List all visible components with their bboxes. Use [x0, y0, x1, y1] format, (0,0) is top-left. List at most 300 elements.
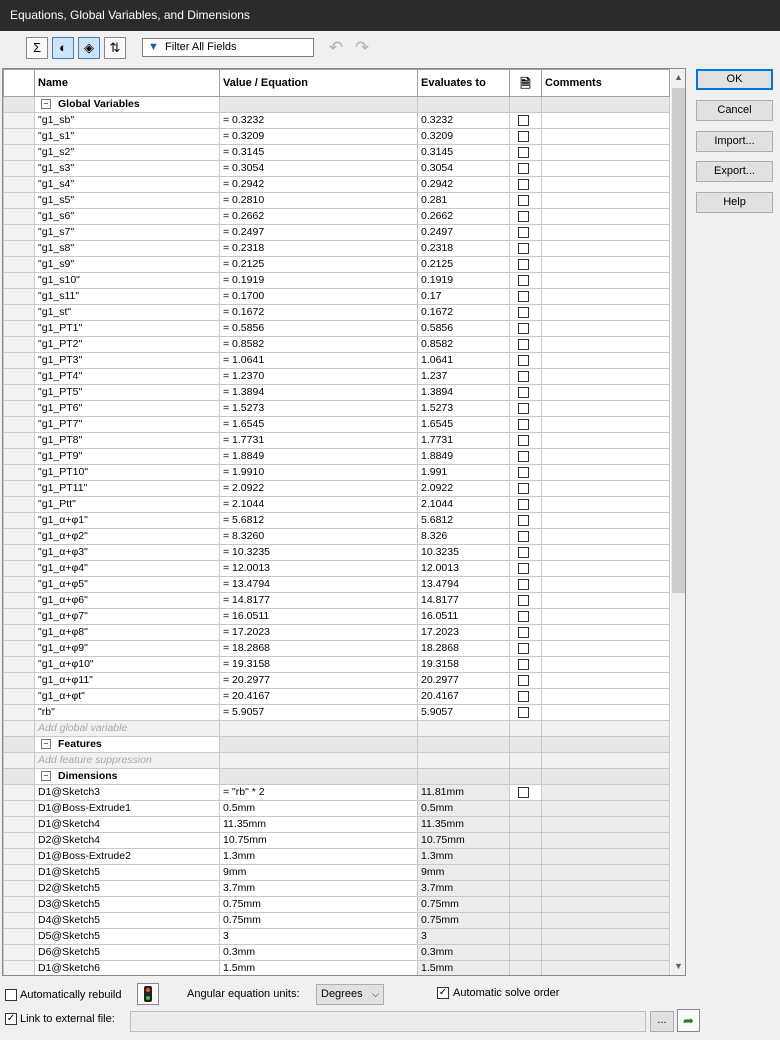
col-header-evaluates[interactable]: Evaluates to	[418, 70, 510, 97]
value-cell[interactable]: = 14.8177	[220, 593, 418, 609]
evaluates-cell: 0.2942	[418, 177, 510, 193]
name-cell[interactable]: D2@Sketch4	[35, 833, 220, 849]
comments-cell[interactable]	[542, 433, 670, 449]
comments-cell[interactable]	[542, 145, 670, 161]
comments-cell[interactable]	[542, 785, 670, 801]
comment-checkbox[interactable]	[518, 499, 529, 510]
table-row[interactable]	[4, 225, 670, 241]
row-gutter	[4, 801, 35, 817]
undo-icon[interactable]: ↶	[328, 38, 344, 57]
section-row	[4, 97, 670, 113]
value-cell[interactable]: = 1.0641	[220, 353, 418, 369]
name-cell[interactable]: "g1_PT1"	[35, 321, 220, 337]
comment-checkbox[interactable]	[518, 323, 529, 334]
comments-cell[interactable]	[542, 641, 670, 657]
comments-cell[interactable]	[542, 945, 670, 961]
value-cell[interactable]: = 1.7731	[220, 433, 418, 449]
add-features-input[interactable]: Add feature suppression	[35, 753, 220, 769]
auto-rebuild-checkbox[interactable]	[5, 989, 17, 1001]
name-cell[interactable]: "g1_α+φ6"	[35, 593, 220, 609]
table-row[interactable]	[4, 513, 670, 529]
table-row[interactable]	[4, 657, 670, 673]
value-cell[interactable]: = 1.8849	[220, 449, 418, 465]
comments-cell[interactable]	[542, 609, 670, 625]
value-cell[interactable]: = 0.1700	[220, 289, 418, 305]
table-row[interactable]	[4, 465, 670, 481]
comments-cell[interactable]	[542, 657, 670, 673]
comments-cell[interactable]	[542, 561, 670, 577]
row-gutter	[4, 721, 35, 737]
table-row[interactable]	[4, 385, 670, 401]
comments-cell[interactable]	[542, 241, 670, 257]
value-cell[interactable]: = 0.2318	[220, 241, 418, 257]
comment-checkbox[interactable]	[518, 211, 529, 222]
add-row[interactable]	[4, 721, 670, 737]
comment-checkbox[interactable]	[518, 563, 529, 574]
export-button[interactable]: Export...	[696, 161, 773, 182]
value-cell[interactable]: = 13.4794	[220, 577, 418, 593]
value-cell[interactable]: 10.75mm	[220, 833, 418, 849]
name-cell[interactable]: "g1_s10"	[35, 273, 220, 289]
row-gutter	[4, 609, 35, 625]
comment-checkbox[interactable]	[518, 291, 529, 302]
comment-toggle-cell	[510, 577, 542, 593]
comment-checkbox[interactable]	[518, 355, 529, 366]
name-cell[interactable]: "g1_Ptt"	[35, 497, 220, 513]
name-cell[interactable]: "g1_α+φ11"	[35, 673, 220, 689]
comment-checkbox[interactable]	[518, 483, 529, 494]
comment-checkbox[interactable]	[518, 339, 529, 350]
scroll-down-icon[interactable]: ▼	[674, 961, 683, 971]
value-cell[interactable]: = 10.3235	[220, 545, 418, 561]
table-row[interactable]	[4, 497, 670, 513]
table-row[interactable]	[4, 529, 670, 545]
value-cell[interactable]: = 16.0511	[220, 609, 418, 625]
help-button[interactable]: Help	[696, 192, 773, 213]
add-row[interactable]	[4, 753, 670, 769]
sketch-equation-view-button[interactable]	[52, 37, 74, 59]
table-row[interactable]	[4, 625, 670, 641]
value-cell[interactable]: = 0.3209	[220, 129, 418, 145]
table-row[interactable]	[4, 641, 670, 657]
name-cell[interactable]: "g1_α+φ2"	[35, 529, 220, 545]
comments-cell[interactable]	[542, 673, 670, 689]
traffic-light-icon[interactable]	[137, 983, 159, 1005]
name-cell[interactable]: "g1_α+φ4"	[35, 561, 220, 577]
row-gutter	[4, 753, 35, 769]
value-cell[interactable]: = 12.0013	[220, 561, 418, 577]
auto-solve-checkbox[interactable]: ✓	[438, 987, 448, 998]
section-cell	[220, 737, 418, 753]
comments-cell[interactable]	[542, 625, 670, 641]
comment-icon[interactable]: 🗎	[510, 70, 542, 97]
comments-cell[interactable]	[542, 289, 670, 305]
value-cell[interactable]: = 18.2868	[220, 641, 418, 657]
comment-checkbox[interactable]	[518, 163, 529, 174]
table-row[interactable]	[4, 145, 670, 161]
cancel-button[interactable]: Cancel	[696, 100, 773, 121]
value-cell[interactable]: 3	[220, 929, 418, 945]
name-cell[interactable]: "g1_α+φ10"	[35, 657, 220, 673]
dimension-view-button[interactable]	[78, 37, 100, 59]
table-row[interactable]	[4, 337, 670, 353]
table-row[interactable]	[4, 449, 670, 465]
toolbar	[0, 31, 780, 67]
table-row[interactable]	[4, 673, 670, 689]
comments-cell[interactable]	[542, 801, 670, 817]
table-row[interactable]	[4, 241, 670, 257]
table-row[interactable]	[4, 193, 670, 209]
value-cell[interactable]: = 0.2810	[220, 193, 418, 209]
comments-cell[interactable]	[542, 513, 670, 529]
table-row[interactable]	[4, 785, 670, 801]
comment-checkbox[interactable]	[518, 675, 529, 686]
table-row[interactable]	[4, 945, 670, 961]
comment-checkbox[interactable]	[518, 627, 529, 638]
table-row[interactable]	[4, 929, 670, 945]
comments-cell[interactable]	[542, 369, 670, 385]
value-cell[interactable]: = 0.8582	[220, 337, 418, 353]
name-cell[interactable]: D2@Sketch5	[35, 881, 220, 897]
comments-cell[interactable]	[542, 865, 670, 881]
name-cell[interactable]: "g1_s1"	[35, 129, 220, 145]
table-row[interactable]	[4, 481, 670, 497]
name-cell[interactable]: "g1_PT4"	[35, 369, 220, 385]
value-cell[interactable]: = 0.2125	[220, 257, 418, 273]
table-row[interactable]	[4, 577, 670, 593]
name-cell[interactable]: D5@Sketch5	[35, 929, 220, 945]
name-cell[interactable]: "g1_α+φ8"	[35, 625, 220, 641]
comments-cell[interactable]	[542, 961, 670, 977]
comments-cell[interactable]	[542, 321, 670, 337]
comments-cell[interactable]	[542, 881, 670, 897]
angular-units-select[interactable]	[316, 984, 384, 1005]
value-cell[interactable]: = 20.2977	[220, 673, 418, 689]
value-cell[interactable]: = "rb" * 2	[220, 785, 418, 801]
table-row[interactable]	[4, 305, 670, 321]
table-row[interactable]	[4, 913, 670, 929]
name-cell[interactable]: D1@Boss-Extrude2	[35, 849, 220, 865]
name-cell[interactable]: "g1_PT11"	[35, 481, 220, 497]
name-cell[interactable]: D3@Sketch5	[35, 897, 220, 913]
comment-checkbox[interactable]	[518, 419, 529, 430]
section-header-global[interactable]	[35, 97, 220, 113]
value-cell[interactable]: = 1.9910	[220, 465, 418, 481]
name-cell[interactable]: D1@Boss-Extrude1	[35, 801, 220, 817]
name-cell[interactable]: "g1_α+φ7"	[35, 609, 220, 625]
name-cell[interactable]: "g1_PT3"	[35, 353, 220, 369]
comments-cell[interactable]	[542, 401, 670, 417]
value-cell[interactable]: = 19.3158	[220, 657, 418, 673]
comments-cell[interactable]	[542, 577, 670, 593]
table-row[interactable]	[4, 593, 670, 609]
comments-cell[interactable]	[542, 161, 670, 177]
comment-checkbox[interactable]	[518, 371, 529, 382]
name-cell[interactable]: D1@Sketch3	[35, 785, 220, 801]
table-row[interactable]	[4, 401, 670, 417]
comment-checkbox[interactable]	[518, 179, 529, 190]
comments-cell[interactable]	[542, 929, 670, 945]
name-cell[interactable]: "rb"	[35, 705, 220, 721]
ok-button[interactable]: OK	[696, 69, 773, 90]
name-cell[interactable]: D4@Sketch5	[35, 913, 220, 929]
section-cell	[220, 97, 418, 113]
value-cell[interactable]: = 0.3232	[220, 113, 418, 129]
open-file-icon[interactable]: ➦	[677, 1009, 700, 1032]
value-cell[interactable]: = 0.2497	[220, 225, 418, 241]
value-cell[interactable]: = 0.2942	[220, 177, 418, 193]
comment-checkbox[interactable]	[518, 259, 529, 270]
comment-checkbox[interactable]	[518, 307, 529, 318]
name-cell[interactable]: "g1_sb"	[35, 113, 220, 129]
name-cell[interactable]: "g1_st"	[35, 305, 220, 321]
row-gutter	[4, 769, 35, 785]
filter-field[interactable]	[142, 38, 314, 57]
comments-cell[interactable]	[542, 497, 670, 513]
scroll-thumb[interactable]	[672, 88, 685, 593]
comments-cell[interactable]	[542, 465, 670, 481]
comment-checkbox[interactable]	[518, 531, 529, 542]
table-row[interactable]	[4, 113, 670, 129]
table-row[interactable]	[4, 353, 670, 369]
name-cell[interactable]: D1@Sketch4	[35, 817, 220, 833]
value-cell[interactable]: = 5.9057	[220, 705, 418, 721]
value-cell[interactable]: = 1.2370	[220, 369, 418, 385]
comment-checkbox[interactable]	[518, 147, 529, 158]
comments-cell[interactable]	[542, 273, 670, 289]
name-cell[interactable]: "g1_α+φ9"	[35, 641, 220, 657]
name-cell[interactable]: "g1_α+φt"	[35, 689, 220, 705]
comments-cell[interactable]	[542, 897, 670, 913]
value-cell[interactable]: 1.5mm	[220, 961, 418, 977]
name-cell[interactable]: "g1_PT2"	[35, 337, 220, 353]
table-row[interactable]	[4, 545, 670, 561]
evaluates-cell: 1.3894	[418, 385, 510, 401]
value-cell[interactable]: = 1.3894	[220, 385, 418, 401]
collapse-icon[interactable]: −	[41, 771, 51, 781]
table-row[interactable]	[4, 289, 670, 305]
value-cell[interactable]: 0.75mm	[220, 913, 418, 929]
comment-checkbox[interactable]	[518, 515, 529, 526]
table-row[interactable]	[4, 881, 670, 897]
comments-cell[interactable]	[542, 481, 670, 497]
value-cell[interactable]: = 1.6545	[220, 417, 418, 433]
value-cell[interactable]: 1.3mm	[220, 849, 418, 865]
scroll-up-icon[interactable]: ▲	[674, 72, 683, 82]
import-button[interactable]: Import...	[696, 131, 773, 152]
col-header-value[interactable]: Value / Equation	[220, 70, 418, 97]
name-cell[interactable]: D1@Sketch5	[35, 865, 220, 881]
comments-cell[interactable]	[542, 817, 670, 833]
add-global-input[interactable]: Add global variable	[35, 721, 220, 737]
comment-checkbox[interactable]	[518, 275, 529, 286]
value-cell[interactable]: = 0.3145	[220, 145, 418, 161]
comments-cell[interactable]	[542, 689, 670, 705]
value-cell[interactable]: 0.3mm	[220, 945, 418, 961]
value-cell[interactable]: = 0.3054	[220, 161, 418, 177]
value-cell[interactable]: = 5.6812	[220, 513, 418, 529]
comment-checkbox[interactable]	[518, 195, 529, 206]
table-row[interactable]	[4, 417, 670, 433]
name-cell[interactable]: "g1_s6"	[35, 209, 220, 225]
table-row[interactable]	[4, 865, 670, 881]
table-row[interactable]	[4, 961, 670, 977]
comment-checkbox[interactable]	[518, 435, 529, 446]
comments-cell[interactable]	[542, 545, 670, 561]
section-header-dimensions[interactable]	[35, 769, 220, 785]
comments-cell[interactable]	[542, 849, 670, 865]
value-cell[interactable]: = 0.1919	[220, 273, 418, 289]
value-cell[interactable]: = 8.3260	[220, 529, 418, 545]
comment-checkbox[interactable]	[518, 659, 529, 670]
comment-checkbox[interactable]	[518, 403, 529, 414]
comment-toggle-cell	[510, 609, 542, 625]
comments-cell[interactable]	[542, 257, 670, 273]
value-cell[interactable]: = 2.1044	[220, 497, 418, 513]
name-cell[interactable]: "g1_s4"	[35, 177, 220, 193]
section-header-features[interactable]	[35, 737, 220, 753]
comments-cell[interactable]	[542, 129, 670, 145]
value-cell[interactable]: = 0.1672	[220, 305, 418, 321]
comment-checkbox[interactable]	[518, 547, 529, 558]
equation-view-button[interactable]	[26, 37, 48, 59]
evaluates-cell: 1.0641	[418, 353, 510, 369]
name-cell[interactable]: "g1_s2"	[35, 145, 220, 161]
name-cell[interactable]: "g1_s7"	[35, 225, 220, 241]
evaluates-cell: 20.4167	[418, 689, 510, 705]
value-cell[interactable]: = 0.2662	[220, 209, 418, 225]
value-cell[interactable]: = 2.0922	[220, 481, 418, 497]
angular-units-value: Degrees	[321, 988, 363, 1000]
comment-checkbox[interactable]	[518, 643, 529, 654]
table-row[interactable]	[4, 689, 670, 705]
table-row[interactable]	[4, 897, 670, 913]
comments-cell[interactable]	[542, 209, 670, 225]
name-cell[interactable]: "g1_s5"	[35, 193, 220, 209]
vertical-scrollbar[interactable]	[671, 69, 686, 975]
value-cell[interactable]: 3.7mm	[220, 881, 418, 897]
table-row[interactable]	[4, 817, 670, 833]
table-row[interactable]	[4, 833, 670, 849]
browse-button[interactable]: ...	[650, 1011, 674, 1032]
value-cell[interactable]: = 17.2023	[220, 625, 418, 641]
value-cell[interactable]: = 20.4167	[220, 689, 418, 705]
comment-toggle-cell	[510, 257, 542, 273]
comment-checkbox[interactable]	[518, 387, 529, 398]
table-row[interactable]	[4, 609, 670, 625]
comments-cell[interactable]	[542, 417, 670, 433]
comments-cell[interactable]	[542, 113, 670, 129]
comments-cell[interactable]	[542, 833, 670, 849]
name-cell[interactable]: "g1_PT7"	[35, 417, 220, 433]
comment-checkbox[interactable]	[518, 579, 529, 590]
col-header-name[interactable]: Name	[35, 70, 220, 97]
name-cell[interactable]: "g1_PT10"	[35, 465, 220, 481]
table-row[interactable]	[4, 369, 670, 385]
comment-checkbox[interactable]	[518, 115, 529, 126]
table-row[interactable]	[4, 177, 670, 193]
table-row[interactable]	[4, 209, 670, 225]
comments-cell[interactable]	[542, 705, 670, 721]
comment-checkbox[interactable]	[518, 691, 529, 702]
table-row[interactable]	[4, 849, 670, 865]
redo-icon[interactable]: ↷	[354, 38, 370, 57]
name-cell[interactable]: "g1_PT5"	[35, 385, 220, 401]
name-cell[interactable]: "g1_α+φ1"	[35, 513, 220, 529]
row-gutter	[4, 321, 35, 337]
value-cell[interactable]: = 1.5273	[220, 401, 418, 417]
comments-cell[interactable]	[542, 225, 670, 241]
comment-checkbox[interactable]	[518, 467, 529, 478]
comments-cell[interactable]	[542, 353, 670, 369]
comment-checkbox[interactable]	[518, 611, 529, 622]
value-cell[interactable]: 9mm	[220, 865, 418, 881]
external-file-field[interactable]	[130, 1011, 646, 1032]
comments-cell[interactable]	[542, 177, 670, 193]
value-cell[interactable]: = 0.5856	[220, 321, 418, 337]
table-row[interactable]	[4, 433, 670, 449]
comment-checkbox[interactable]	[518, 595, 529, 606]
collapse-icon[interactable]: −	[41, 739, 51, 749]
name-cell[interactable]: "g1_PT9"	[35, 449, 220, 465]
add-cell	[220, 753, 418, 769]
name-cell[interactable]: "g1_α+φ3"	[35, 545, 220, 561]
comments-cell[interactable]	[542, 337, 670, 353]
table-row[interactable]	[4, 321, 670, 337]
evaluates-cell: 1.237	[418, 369, 510, 385]
comment-checkbox[interactable]	[518, 451, 529, 462]
comment-checkbox[interactable]	[518, 243, 529, 254]
comments-cell[interactable]	[542, 385, 670, 401]
table-row[interactable]	[4, 273, 670, 289]
collapse-icon[interactable]: −	[41, 99, 51, 109]
comments-cell[interactable]	[542, 529, 670, 545]
row-gutter	[4, 865, 35, 881]
name-cell[interactable]: D6@Sketch5	[35, 945, 220, 961]
comment-checkbox[interactable]	[518, 787, 529, 798]
name-cell[interactable]: "g1_PT6"	[35, 401, 220, 417]
name-cell[interactable]: "g1_s11"	[35, 289, 220, 305]
value-cell[interactable]: 11.35mm	[220, 817, 418, 833]
table-row[interactable]	[4, 257, 670, 273]
link-external-checkbox[interactable]: ✓	[6, 1013, 16, 1024]
table-row[interactable]	[4, 801, 670, 817]
name-cell[interactable]: "g1_PT8"	[35, 433, 220, 449]
comments-cell[interactable]	[542, 913, 670, 929]
table-row[interactable]	[4, 161, 670, 177]
table-row[interactable]	[4, 561, 670, 577]
comments-cell[interactable]	[542, 449, 670, 465]
comment-toggle-cell	[510, 337, 542, 353]
comments-cell[interactable]	[542, 193, 670, 209]
comments-cell[interactable]	[542, 305, 670, 321]
comments-cell[interactable]	[542, 593, 670, 609]
name-cell[interactable]: "g1_s8"	[35, 241, 220, 257]
comment-checkbox[interactable]	[518, 131, 529, 142]
col-header-comments[interactable]: Comments	[542, 70, 670, 97]
comment-checkbox[interactable]	[518, 707, 529, 718]
name-cell[interactable]: "g1_s3"	[35, 161, 220, 177]
value-cell[interactable]: 0.5mm	[220, 801, 418, 817]
table-row[interactable]	[4, 705, 670, 721]
table-row[interactable]	[4, 129, 670, 145]
ordered-view-button[interactable]	[104, 37, 126, 59]
comment-checkbox[interactable]	[518, 227, 529, 238]
name-cell[interactable]: D1@Sketch6	[35, 961, 220, 977]
name-cell[interactable]: "g1_α+φ5"	[35, 577, 220, 593]
value-cell[interactable]: 0.75mm	[220, 897, 418, 913]
name-cell[interactable]: "g1_s9"	[35, 257, 220, 273]
